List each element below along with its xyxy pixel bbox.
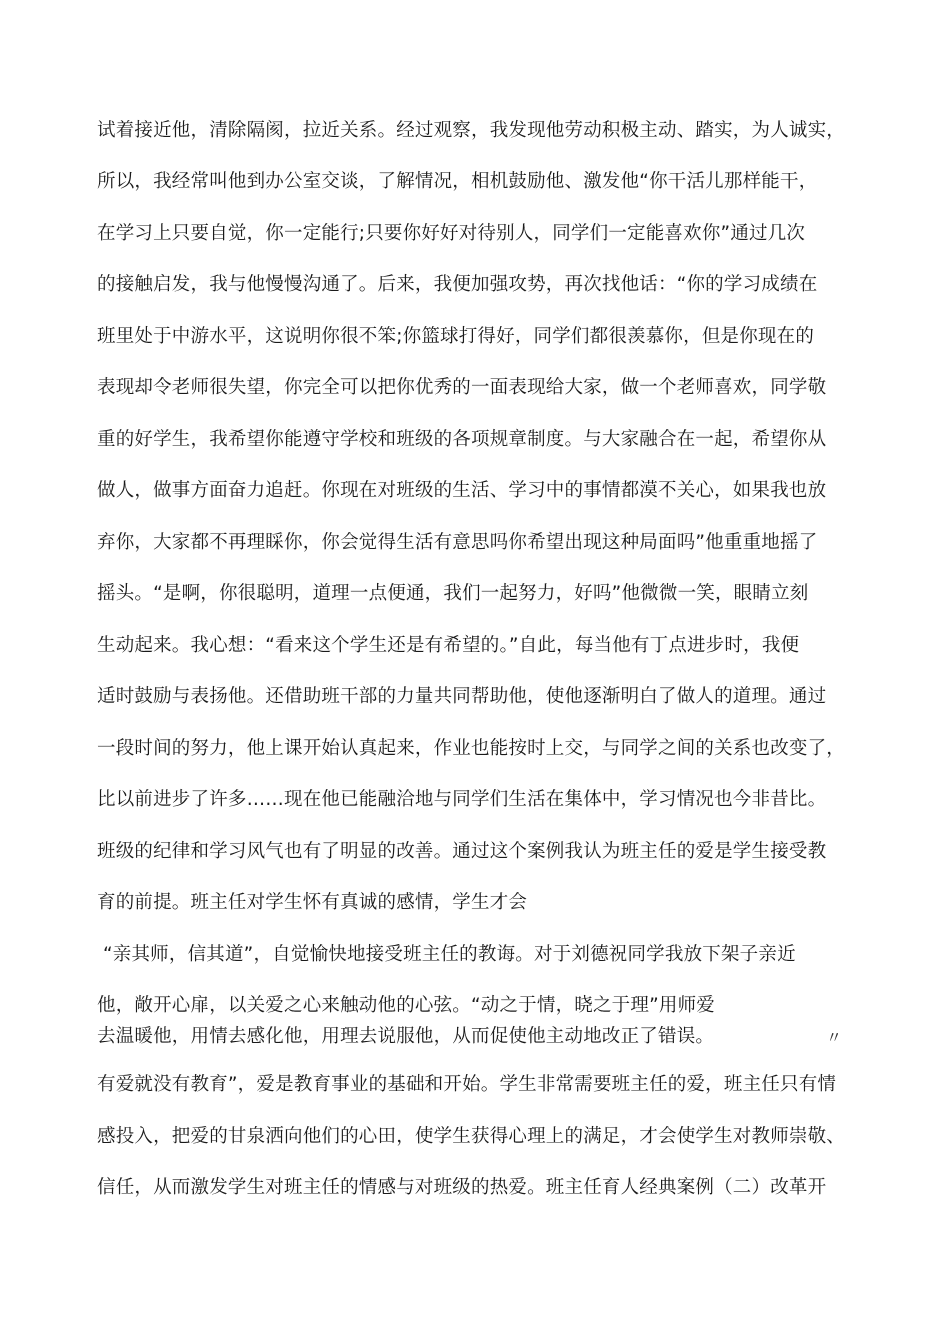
text-line-15: 班级的纪律和学习风气也有了明显的改善。通过这个案例我认为班主任的爱是学生接受教 [97,841,827,862]
text-line-21: 感投入，把爱的甘泉洒向他们的心田，使学生获得心理上的满足，才会使学生对教师崇敬、 [97,1126,846,1147]
text-line-19: 去温暖他，用情去感化他，用理去说服他，从而促使他主动地改正了错误。 [97,1026,715,1047]
text-line-2: 所以，我经常叫他到办公室交谈，了解情况，相机鼓励他、激发他“你干活儿那样能干， [97,171,818,192]
text-line-11: 生动起来。我心想：“看来这个学生还是有希望的。”自此，每当他有丁点进步时，我便 [97,635,800,656]
text-line-1: 试着接近他，清除隔阂，拉近关系。经过观察，我发现他劳动积极主动、踏实，为人诚实， [97,120,846,141]
text-line-4: 的接触启发，我与他慢慢沟通了。后来，我便加强攻势，再次找他话：“你的学习成绩在 [97,274,818,295]
text-line-7: 重的好学生，我希望你能遵守学校和班级的各项规章制度。与大家融合在一起，希望你从 [97,429,827,450]
text-line-5: 班里处于中游水平，这说明你很不笨;你篮球打得好，同学们都很羡慕你，但是你现在的 [97,326,815,347]
text-line-22: 信任，从而激发学生对班主任的情感与对班级的热爱。班主任育人经典案例（二）改革开 [97,1177,827,1198]
text-line-14: 比以前进步了许多……现在他已能融洽地与同学们生活在集体中，学习情况也今非昔比。 [97,789,827,810]
text-line-20: 有爱就没有教育”，爱是教育事业的基础和开始。学生非常需要班主任的爱，班主任只有情 [97,1074,837,1095]
text-line-16: 育的前提。班主任对学生怀有真诚的感情，学生才会 [97,892,528,913]
text-line-9: 弃你，大家都不再理睬你，你会觉得生活有意思吗你希望出现这种局面吗”他重重地摇了 [97,532,818,553]
text-line-10: 摇头。“是啊，你很聪明，道理一点便通，我们一起努力，好吗”他微微一笑，眼睛立刻 [97,583,809,604]
text-line-6: 表现却令老师很失望，你完全可以把你优秀的一面表现给大家，做一个老师喜欢，同学敬 [97,377,827,398]
text-line-18: 他，敞开心扉，以关爱之心来触动他的心弦。“动之于情，晓之于理”用师爱 [97,995,715,1016]
text-line-17: “亲其师，信其道”，自觉愉快地接受班主任的教诲。对于刘德祝同学我放下架子亲近 [103,944,796,965]
text-line-8: 做人，做事方面奋力追赶。你现在对班级的生活、学习中的事情都漠不关心，如果我也放 [97,480,827,501]
text-line-3: 在学习上只要自觉，你一定能行;只要你好好对待别人，同学们一定能喜欢你”通过几次 [97,223,806,244]
stray-quote-mark: 〃 [826,1028,843,1047]
text-line-13: 一段时间的努力，他上课开始认真起来，作业也能按时上交，与同学之间的关系也改变了， [97,738,846,759]
text-line-12: 适时鼓励与表扬他。还借助班干部的力量共同帮助他，使他逐渐明白了做人的道理。通过 [97,686,827,707]
